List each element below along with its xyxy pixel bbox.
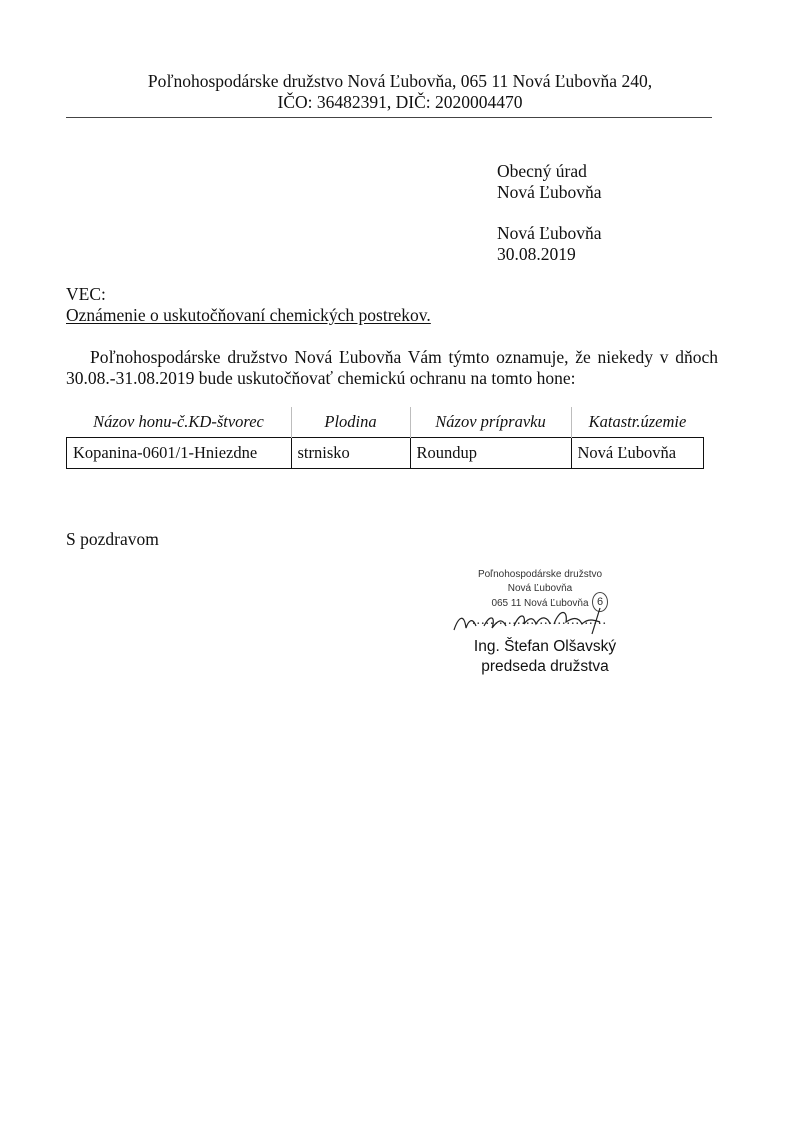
letterhead-divider [66, 117, 712, 118]
table-cell: Nová Ľubovňa [571, 438, 704, 469]
table-cell: Roundup [410, 438, 571, 469]
subject-text: Oznámenie o uskutočňovaní chemických postrekov. [66, 305, 431, 325]
stamp-line-3: 065 11 Nová Ľubovňa [491, 598, 589, 609]
column-header: Plodina [291, 407, 410, 438]
signature-dotted-line: .............................. [472, 613, 607, 628]
column-header: Názov honu-č.KD-štvorec [93, 412, 264, 431]
letter-date: 30.08.2019 [497, 244, 576, 264]
column-header: Katastr.územie [571, 407, 704, 438]
letterhead-line-2: IČO: 36482391, DIČ: 2020004470 [277, 92, 523, 112]
spray-table-container [66, 407, 704, 469]
table-cell: Kopanina-0601/1-Hniezdne [67, 438, 292, 469]
subject-label: VEC: [66, 284, 106, 304]
table-cell: strnisko [291, 438, 410, 469]
signatory-name: Ing. Štefan Olšavský [473, 638, 617, 655]
stamp-number: 6 [592, 592, 608, 612]
letterhead-line-1: Poľnohospodárske družstvo Nová Ľubovňa, 065 11 Nová Ľubovňa 240, [147, 71, 653, 91]
table-header-row [67, 407, 704, 438]
letter-place: Nová Ľubovňa [497, 223, 602, 243]
column-header: Názov prípravku [410, 407, 571, 438]
body-paragraph: Poľnohospodárske družstvo Nová Ľubovňa Vám týmto oznamuje, že niekedy v dňoch 30.08.-31.08.2019 bude uskutočňovať chemickú ochranu na tomto hone: [66, 347, 718, 388]
recipient-line-1: Obecný úrad [497, 161, 587, 181]
spray-table [66, 407, 704, 469]
stamp-line-2: Nová Ľubovňa [507, 583, 573, 594]
closing-greeting: S pozdravom [66, 529, 159, 549]
stamp-line-1: Poľnohospodárske družstvo [477, 569, 603, 580]
table-row [67, 438, 704, 469]
recipient-line-2: Nová Ľubovňa [497, 182, 602, 202]
signatory-title: predseda družstva [481, 658, 609, 675]
